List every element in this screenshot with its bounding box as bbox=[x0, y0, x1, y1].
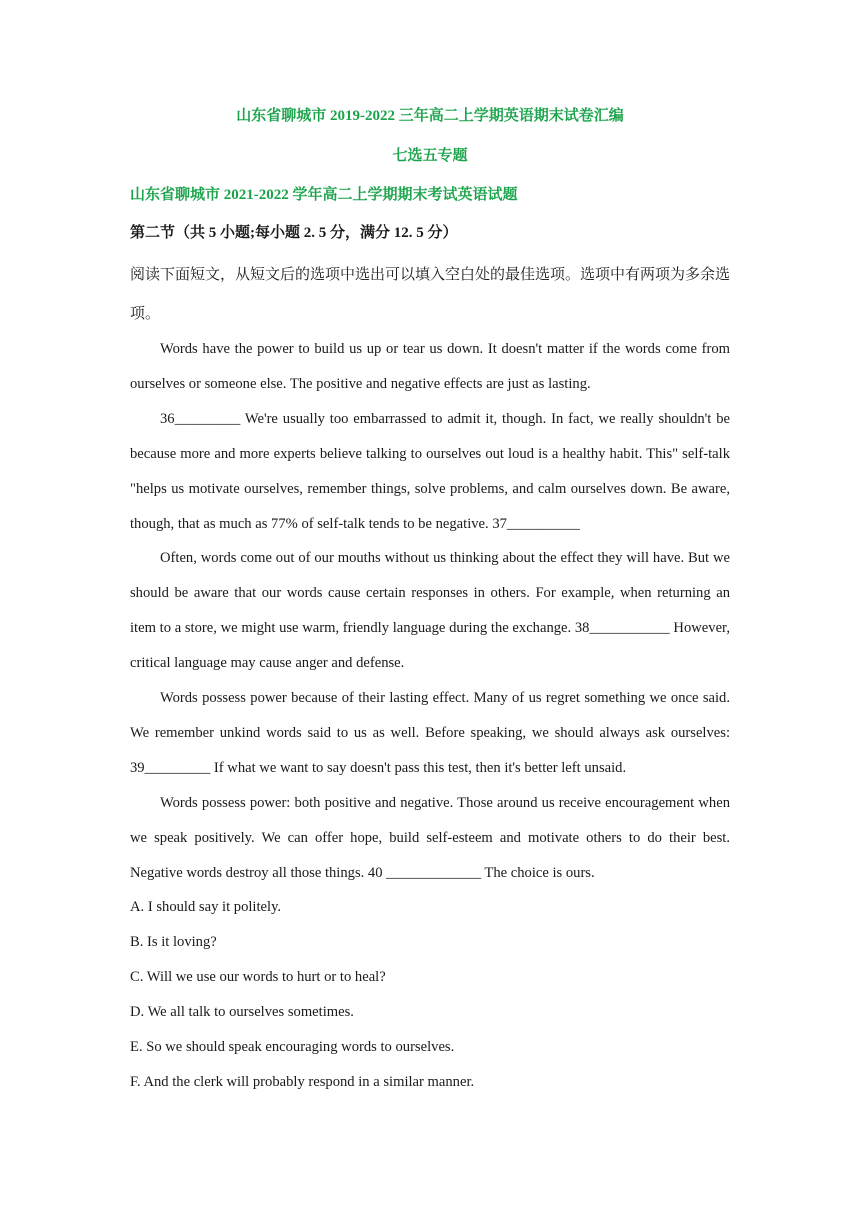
option-d: D. We all talk to ourselves sometimes. bbox=[130, 1003, 354, 1020]
exam-title: 山东省聊城市 2021-2022 学年高二上学期期末考试英语试题 bbox=[130, 187, 518, 203]
passage bbox=[130, 332, 730, 891]
section-heading: 第二节（共 5 小题;每小题 2. 5 分，满分 12. 5 分） bbox=[130, 225, 458, 241]
answer-options bbox=[130, 890, 730, 1099]
document-topic: 七选五专题 bbox=[392, 148, 468, 164]
option-e: E. So we should speak encouraging words to ourselves. bbox=[130, 1038, 455, 1055]
passage-paragraph: Words possess power: both positive and negative. Those around us receive encouragement when we speak positively. We can offer hope, build self-esteem and motivate others to do their best. Negative words destroy all those things. 40 _____________ The choice is ours. bbox=[130, 794, 730, 881]
option-a: A. I should say it politely. bbox=[130, 899, 282, 915]
option-b: B. Is it loving? bbox=[130, 933, 217, 950]
option-f: F. And the clerk will probably respond in a similar manner. bbox=[130, 1073, 475, 1090]
passage-paragraph: Words possess power because of their lasting effect. Many of us regret something we once said. We remember unkind words said to us as well. Before speaking, we should always ask ourselves: 39_________ If what we want to say doesn't pass this test, then it's better left unsaid. bbox=[130, 690, 730, 776]
passage-paragraph: Words have the power to build us up or tear us down. It doesn't matter if the words come from ourselves or someone else. The positive and negative effects are just as lasting. bbox=[130, 341, 730, 392]
document-title: 山东省聊城市 2019-2022 三年高二上学期英语期末试卷汇编 bbox=[236, 108, 624, 124]
passage-paragraph: 36_________ We're usually too embarrassed to admit it, though. In fact, we really shouldn't be because more and more experts believe talking to ourselves out loud is a healthy habit. This" self-talk "helps us motivate ourselves, remember things, solve problems, and calm ourselves down. Be aware, though, that as much as 77% of self-talk tends to be negative. 37__________ bbox=[130, 410, 730, 532]
passage-paragraph: Often, words come out of our mouths without us thinking about the effect they will have. But we should be aware that our words cause certain responses in others. For example, when returning an item to a store, we might use warm, friendly language during the exchange. 38___________ However, critical language may cause anger and defense. bbox=[130, 550, 730, 672]
option-c: C. Will we use our words to hurt or to heal? bbox=[130, 968, 386, 985]
section-instructions: 阅读下面短文，从短文后的选项中选出可以填入空白处的最佳选项。选项中有两项为多余选项。 bbox=[130, 267, 731, 322]
